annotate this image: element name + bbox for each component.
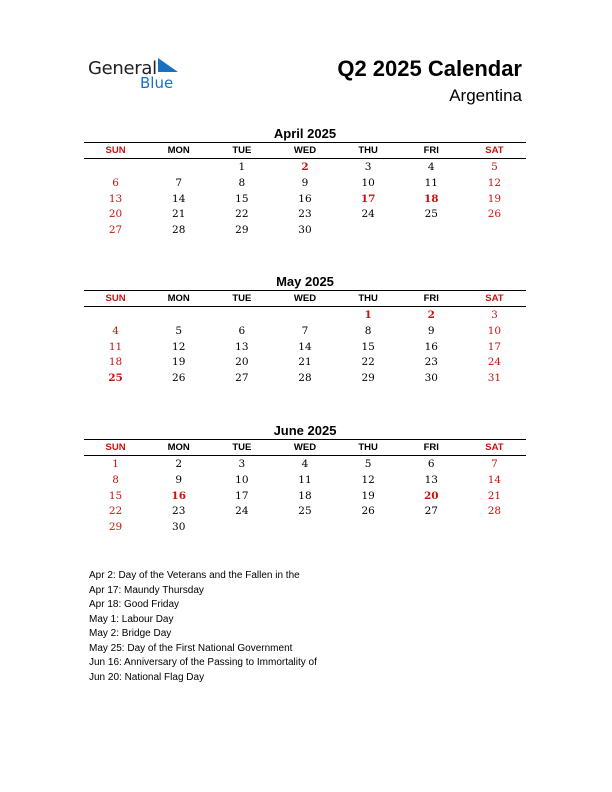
day-cell: 15	[235, 192, 249, 205]
day-cell: 27	[235, 372, 249, 385]
weekday-label: FRI	[423, 293, 439, 304]
day-cell: 22	[235, 208, 249, 221]
day-cell: 25	[108, 372, 123, 385]
day-cell: 22	[108, 505, 123, 518]
day-cell: 10	[361, 176, 375, 189]
day-cell: 25	[424, 208, 438, 221]
day-cell: 4	[112, 324, 119, 337]
weekday-label: THU	[358, 293, 378, 304]
holiday-item: Jun 16: Anniversary of the Passing to Immortality of	[89, 657, 317, 668]
holiday-item: Apr 18: Good Friday	[89, 599, 180, 610]
weekday-label: FRI	[423, 442, 439, 453]
weekday-label: SUN	[105, 293, 126, 304]
weekday-label: FRI	[423, 145, 439, 156]
month-title: May 2025	[276, 274, 334, 289]
day-cell: 10	[235, 473, 249, 486]
day-cell: 28	[172, 224, 186, 237]
day-cell: 29	[361, 372, 375, 385]
day-cell: 8	[112, 473, 119, 486]
day-cell: 24	[235, 505, 249, 518]
day-cell: 26	[172, 372, 186, 385]
month-may	[84, 273, 526, 386]
weekday-header	[84, 439, 526, 456]
day-cell: 17	[487, 340, 502, 353]
day-cell: 11	[424, 176, 438, 189]
day-cell: 12	[172, 340, 186, 353]
logo-flag-icon	[158, 58, 178, 72]
month-title: June 2025	[273, 423, 337, 438]
day-cell: 15	[108, 489, 123, 502]
week-row	[84, 206, 526, 222]
holiday-item: Jun 20: National Flag Day	[89, 671, 205, 683]
day-cell: 6	[238, 324, 246, 337]
day-cell: 20	[423, 489, 439, 502]
day-cell: 12	[487, 176, 502, 189]
generalblue-logo	[88, 56, 188, 92]
empty-cell	[147, 307, 210, 323]
day-cell: 2	[301, 161, 309, 173]
weekday-label: MON	[167, 442, 190, 453]
week-row	[84, 222, 526, 238]
day-cell: 11	[108, 340, 123, 353]
week-row	[84, 488, 526, 504]
day-cell: 6	[112, 176, 119, 189]
day-cell: 27	[424, 505, 438, 518]
day-cell: 18	[298, 489, 312, 502]
day-cell: 14	[487, 473, 502, 486]
month-june	[84, 422, 526, 535]
day-cell: 10	[487, 324, 502, 337]
weekday-label: WED	[293, 145, 317, 156]
day-cell: 31	[487, 372, 502, 385]
day-cell: 16	[424, 340, 438, 353]
day-cell: 29	[235, 224, 249, 237]
day-cell: 21	[487, 489, 502, 502]
day-cell: 16	[298, 192, 312, 205]
day-cell: 3	[238, 458, 246, 470]
day-cell: 26	[361, 505, 375, 518]
holiday-item: Apr 2: Day of the Veterans and the Fallen in the	[89, 570, 300, 581]
empty-cell	[210, 519, 273, 535]
day-cell: 1	[112, 458, 119, 470]
day-cell: 9	[427, 324, 435, 337]
day-cell: 16	[171, 489, 187, 502]
month-title: April 2025	[273, 126, 337, 141]
weekday-label: THU	[358, 145, 378, 156]
day-cell: 6	[427, 458, 435, 470]
day-cell: 29	[108, 521, 123, 534]
weekday-label: SUN	[105, 145, 126, 156]
day-cell: 17	[235, 489, 249, 502]
day-cell: 8	[364, 324, 372, 337]
day-cell: 5	[175, 324, 183, 337]
week-row	[84, 472, 526, 488]
day-cell: 1	[364, 309, 372, 321]
day-cell: 9	[175, 473, 183, 486]
day-cell: 21	[298, 356, 312, 369]
day-cell: 9	[301, 176, 309, 189]
week-row	[84, 456, 526, 472]
day-cell: 2	[175, 458, 183, 470]
day-cell: 13	[235, 340, 249, 353]
week-row	[84, 503, 526, 519]
day-cell: 14	[172, 192, 186, 205]
day-cell: 20	[235, 356, 249, 369]
logo-text-general: General	[88, 58, 157, 79]
week-row	[84, 191, 526, 207]
weekday-label: WED	[293, 442, 317, 453]
weekday-label: SUN	[105, 442, 126, 453]
day-cell: 24	[487, 356, 502, 369]
day-cell: 28	[298, 372, 312, 385]
weekday-header	[84, 142, 526, 159]
day-cell: 11	[298, 473, 312, 486]
day-cell: 19	[487, 192, 502, 205]
empty-cell	[463, 222, 526, 238]
day-cell: 19	[361, 489, 375, 502]
empty-cell	[273, 307, 336, 323]
empty-cell	[210, 307, 273, 323]
day-cell: 30	[172, 521, 186, 534]
weekday-label: TUE	[232, 145, 252, 156]
day-cell: 3	[364, 161, 372, 173]
day-cell: 5	[364, 458, 372, 470]
empty-cell	[400, 519, 463, 535]
empty-cell	[337, 519, 400, 535]
day-cell: 1	[238, 161, 246, 173]
empty-cell	[84, 159, 147, 175]
day-cell: 7	[491, 458, 498, 470]
day-cell: 13	[108, 192, 123, 205]
weekday-label: THU	[358, 442, 378, 453]
week-row	[84, 370, 526, 386]
logo-text-blue: Blue	[140, 74, 174, 92]
day-cell: 23	[298, 208, 312, 221]
week-row	[84, 175, 526, 191]
day-cell: 23	[424, 356, 438, 369]
day-cell: 7	[301, 324, 309, 337]
weekday-label: MON	[167, 145, 190, 156]
weekday-label: SAT	[485, 442, 504, 453]
empty-cell	[337, 222, 400, 238]
day-cell: 2	[427, 309, 435, 321]
weekday-label: TUE	[232, 293, 252, 304]
day-cell: 25	[298, 505, 312, 518]
week-row	[84, 323, 526, 339]
empty-cell	[84, 307, 147, 323]
empty-cell	[273, 519, 336, 535]
holiday-item: May 2: Bridge Day	[89, 628, 172, 639]
weekday-label: WED	[293, 293, 317, 304]
day-cell: 28	[487, 505, 502, 518]
empty-cell	[400, 222, 463, 238]
empty-cell	[147, 159, 210, 175]
country-name: Argentina	[449, 86, 522, 105]
week-row	[84, 354, 526, 370]
day-cell: 14	[298, 340, 312, 353]
day-cell: 4	[301, 458, 309, 470]
day-cell: 22	[361, 356, 375, 369]
weekday-header	[84, 290, 526, 307]
day-cell: 24	[361, 208, 375, 221]
day-cell: 4	[427, 161, 435, 173]
day-cell: 23	[172, 505, 186, 518]
holiday-item: Apr 17: Maundy Thursday	[89, 584, 204, 596]
day-cell: 19	[172, 356, 186, 369]
day-cell: 7	[175, 176, 183, 189]
day-cell: 20	[108, 208, 123, 221]
day-cell: 30	[424, 372, 438, 385]
holiday-list	[89, 569, 349, 685]
day-cell: 8	[238, 176, 246, 189]
page-title: Q2 2025 Calendar	[337, 56, 522, 81]
weekday-label: TUE	[232, 442, 252, 453]
day-cell: 17	[360, 192, 376, 205]
week-row	[84, 339, 526, 355]
empty-cell	[463, 519, 526, 535]
week-row	[84, 159, 526, 175]
day-cell: 18	[108, 356, 123, 369]
month-april	[84, 125, 526, 238]
day-cell: 3	[491, 309, 498, 321]
weekday-label: MON	[167, 293, 190, 304]
day-cell: 15	[361, 340, 375, 353]
day-cell: 26	[487, 208, 502, 221]
day-cell: 18	[423, 192, 439, 205]
day-cell: 5	[491, 161, 498, 173]
weekday-label: SAT	[485, 293, 504, 304]
day-cell: 27	[108, 224, 123, 237]
day-cell: 12	[361, 473, 375, 486]
holiday-item: May 25: Day of the First National Government	[89, 642, 293, 654]
day-cell: 30	[298, 224, 312, 237]
week-row	[84, 307, 526, 323]
day-cell: 13	[424, 473, 438, 486]
holiday-item: May 1: Labour Day	[89, 613, 174, 625]
week-row	[84, 519, 526, 535]
weekday-label: SAT	[485, 145, 504, 156]
day-cell: 21	[172, 208, 186, 221]
